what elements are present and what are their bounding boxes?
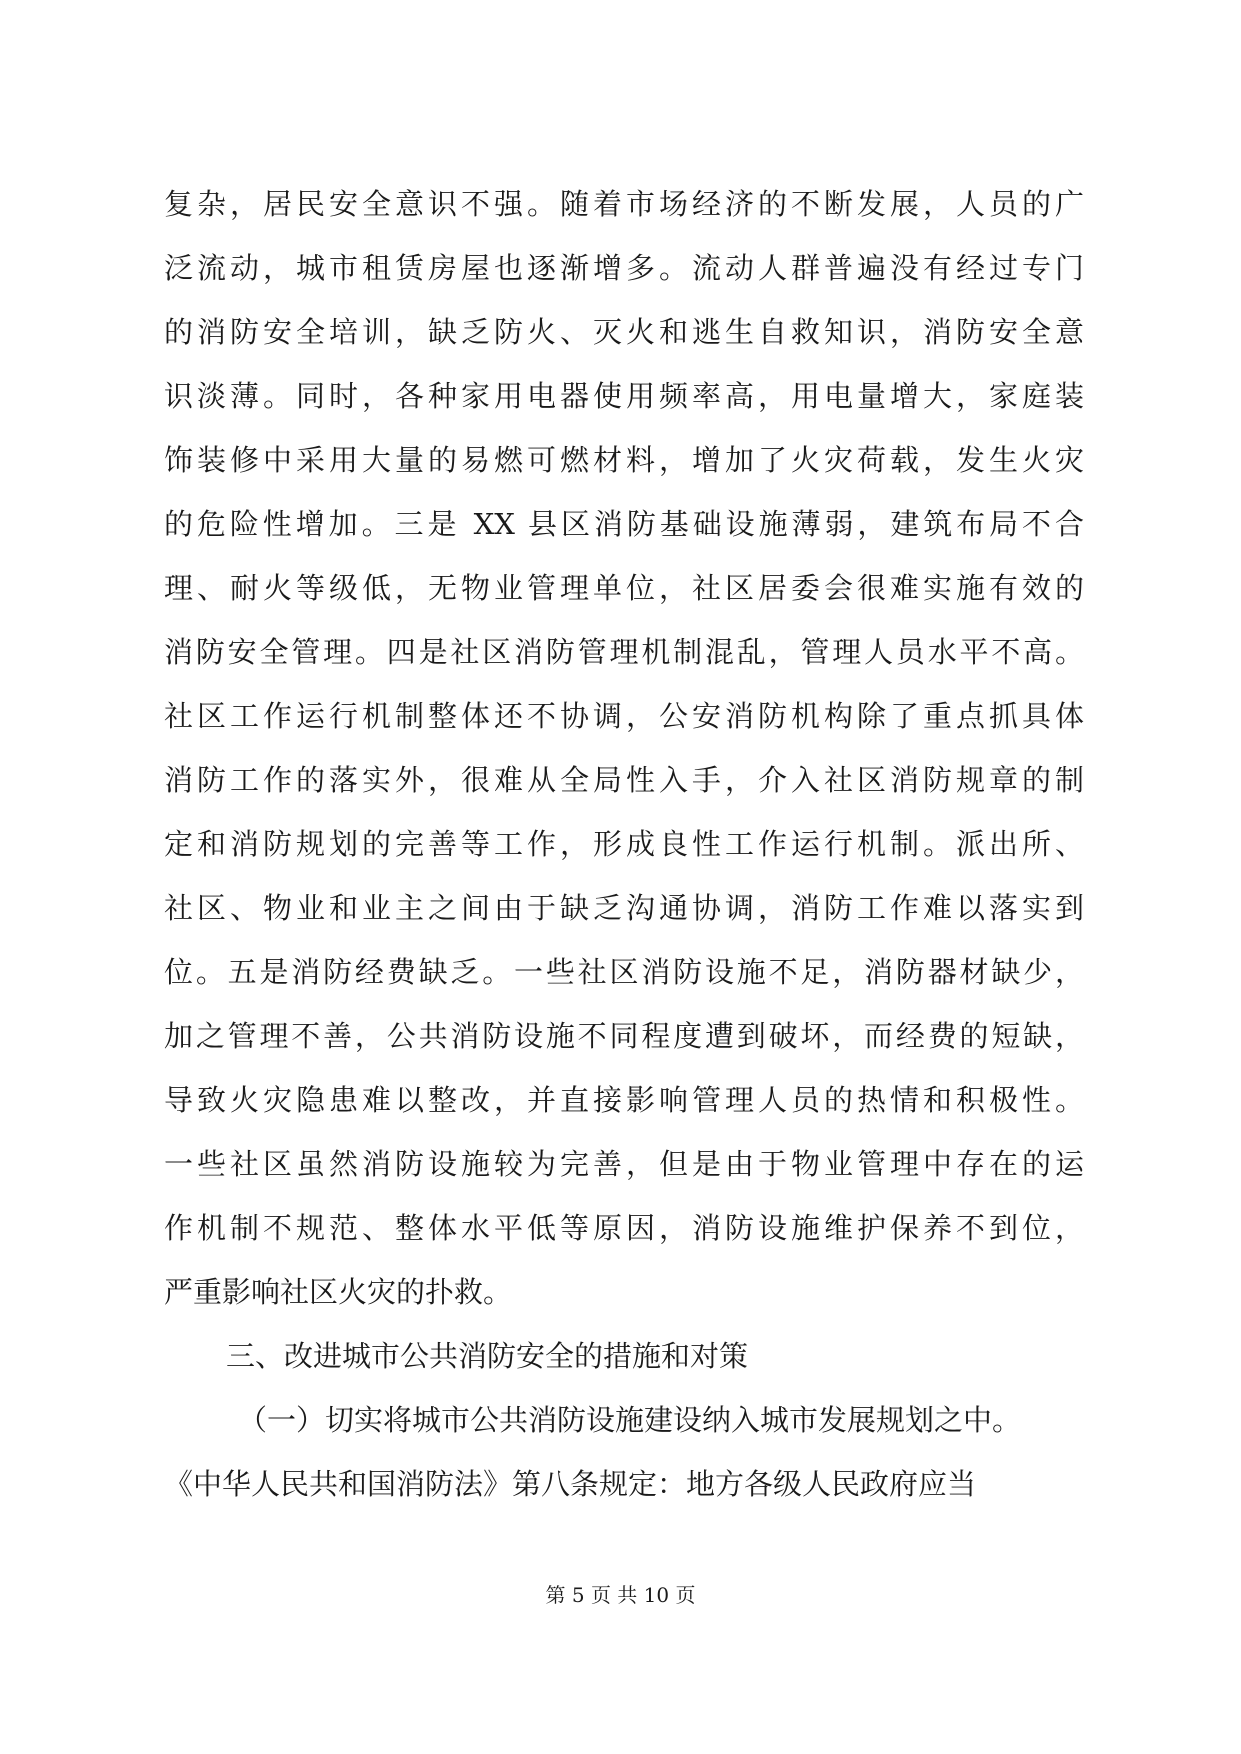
body-text xyxy=(164,172,1084,1516)
paragraph-line: 位。五是消防经费缺乏。一些社区消防设施不足，消防器材缺少， xyxy=(164,955,1084,989)
paragraph-line: 消防工作的落实外，很难从全局性入手，介入社区消防规章的制 xyxy=(164,763,1084,797)
paragraph-line: 消防安全管理。四是社区消防管理机制混乱，管理人员水平不高。 xyxy=(164,635,1084,669)
paragraph-line: 作机制不规范、整体水平低等原因，消防设施维护保养不到位， xyxy=(164,1211,1084,1245)
paragraph-line: 识淡薄。同时，各种家用电器使用频率高，用电量增大，家庭装 xyxy=(164,379,1084,413)
paragraph-line: 的消防安全培训，缺乏防火、灭火和逃生自救知识，消防安全意 xyxy=(164,315,1084,349)
paragraph-line: 社区、物业和业主之间由于缺乏沟通协调，消防工作难以落实到 xyxy=(164,891,1084,925)
paragraph-line: 社区工作运行机制整体还不协调，公安消防机构除了重点抓具体 xyxy=(164,699,1084,733)
paragraph-line: 的危险性增加。三是 XX 县区消防基础设施薄弱，建筑布局不合 xyxy=(164,507,1084,541)
paragraph-line: 定和消防规划的完善等工作，形成良性工作运行机制。派出所、 xyxy=(164,827,1084,861)
paragraph-line: 理、耐火等级低，无物业管理单位，社区居委会很难实施有效的 xyxy=(164,571,1084,605)
paragraph-line: 《中华人民共和国消防法》第八条规定：地方各级人民政府应当 xyxy=(164,1467,977,1501)
paragraph-line: 复杂，居民安全意识不强。随着市场经济的不断发展，人员的广 xyxy=(164,187,1084,221)
page-number-footer: 第 5 页 共 10 页 xyxy=(545,1583,696,1607)
subsection-heading: （一）切实将城市公共消防设施建设纳入城市发展规划之中。 xyxy=(238,1403,1022,1437)
paragraph-line: 饰装修中采用大量的易燃可燃材料，增加了火灾荷载，发生火灾 xyxy=(164,443,1084,477)
section-heading: 三、改进城市公共消防安全的措施和对策 xyxy=(226,1339,749,1373)
paragraph-line: 泛流动，城市租赁房屋也逐渐增多。流动人群普遍没有经过专门 xyxy=(164,251,1084,285)
paragraph-line: 导致火灾隐患难以整改，并直接影响管理人员的热情和积极性。 xyxy=(164,1083,1084,1117)
paragraph-line: 严重影响社区火灾的扑救。 xyxy=(164,1275,513,1309)
paragraph-line: 加之管理不善，公共消防设施不同程度遭到破坏，而经费的短缺， xyxy=(164,1019,1084,1053)
paragraph-line: 一些社区虽然消防设施较为完善，但是由于物业管理中存在的运 xyxy=(164,1147,1084,1181)
